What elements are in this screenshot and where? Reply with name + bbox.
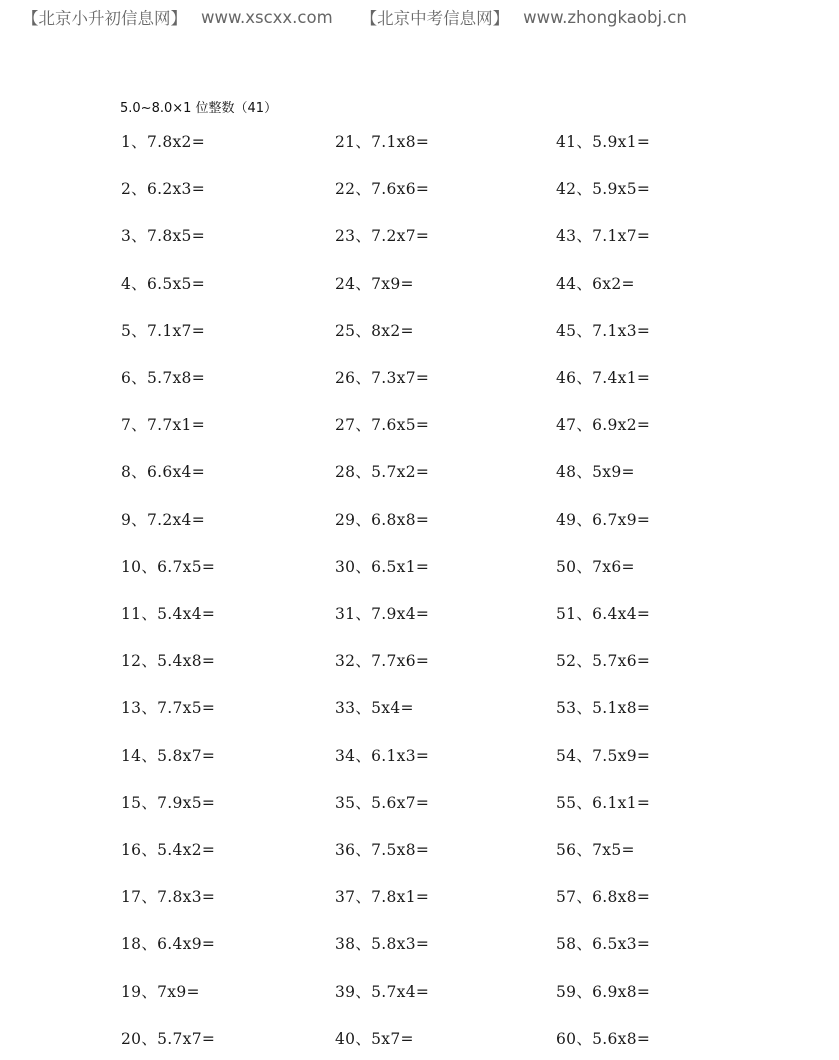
problem-item: 60、5.6x8= — [556, 1030, 651, 1048]
problem-item: 41、5.9x1= — [556, 133, 651, 151]
problem-item: 35、5.6x7= — [335, 794, 430, 812]
problem-item: 14、5.8x7= — [121, 747, 216, 765]
problem-item: 43、7.1x7= — [556, 227, 651, 245]
problem-item: 11、5.4x4= — [121, 605, 216, 623]
problem-item: 39、5.7x4= — [335, 983, 430, 1001]
problem-item: 4、6.5x5= — [121, 275, 206, 293]
problem-item: 15、7.9x5= — [121, 794, 216, 812]
problem-item: 46、7.4x1= — [556, 369, 651, 387]
problem-item: 45、7.1x3= — [556, 322, 651, 340]
problem-item: 25、8x2= — [335, 322, 414, 340]
header-url-high-school[interactable]: www.zhongkaobj.cn — [523, 7, 687, 27]
problem-item: 37、7.8x1= — [335, 888, 430, 906]
problem-item: 32、7.7x6= — [335, 652, 430, 670]
header-url-primary-school[interactable]: www.xscxx.com — [201, 7, 333, 27]
problem-item: 19、7x9= — [121, 983, 200, 1001]
problem-item: 57、6.8x8= — [556, 888, 651, 906]
problem-item: 26、7.3x7= — [335, 369, 430, 387]
problem-item: 53、5.1x8= — [556, 699, 651, 717]
problem-item: 50、7x6= — [556, 558, 635, 576]
problem-item: 24、7x9= — [335, 275, 414, 293]
problem-item: 9、7.2x4= — [121, 511, 206, 529]
problem-item: 56、7x5= — [556, 841, 635, 859]
problem-item: 28、5.7x2= — [335, 463, 430, 481]
problem-item: 52、5.7x6= — [556, 652, 651, 670]
problem-item: 47、6.9x2= — [556, 416, 651, 434]
problem-item: 1、7.8x2= — [121, 133, 206, 151]
problem-item: 3、7.8x5= — [121, 227, 206, 245]
problem-item: 13、7.7x5= — [121, 699, 216, 717]
problem-item: 44、6x2= — [556, 275, 635, 293]
problem-item: 12、5.4x8= — [121, 652, 216, 670]
problem-item: 6、5.7x8= — [121, 369, 206, 387]
problem-item: 42、5.9x5= — [556, 180, 651, 198]
problem-item: 22、7.6x6= — [335, 180, 430, 198]
problem-item: 31、7.9x4= — [335, 605, 430, 623]
problem-item: 49、6.7x9= — [556, 511, 651, 529]
problem-item: 21、7.1x8= — [335, 133, 430, 151]
problem-item: 40、5x7= — [335, 1030, 414, 1048]
problem-item: 51、6.4x4= — [556, 605, 651, 623]
problem-item: 36、7.5x8= — [335, 841, 430, 859]
header-brand-primary-school: 【北京小升初信息网】 — [22, 9, 187, 28]
problem-item: 54、7.5x9= — [556, 747, 651, 765]
problem-item: 33、5x4= — [335, 699, 414, 717]
problem-item: 7、7.7x1= — [121, 416, 206, 434]
problem-item: 30、6.5x1= — [335, 558, 430, 576]
problem-item: 17、7.8x3= — [121, 888, 216, 906]
problem-item: 55、6.1x1= — [556, 794, 651, 812]
problem-item: 23、7.2x7= — [335, 227, 430, 245]
problem-item: 48、5x9= — [556, 463, 635, 481]
problem-item: 10、6.7x5= — [121, 558, 216, 576]
worksheet-title: 5.0~8.0×1 位整数（41） — [120, 101, 278, 116]
problem-item: 58、6.5x3= — [556, 935, 651, 953]
problem-item: 38、5.8x3= — [335, 935, 430, 953]
problem-item: 2、6.2x3= — [121, 180, 206, 198]
problem-item: 59、6.9x8= — [556, 983, 651, 1001]
problem-item: 8、6.6x4= — [121, 463, 206, 481]
problem-item: 29、6.8x8= — [335, 511, 430, 529]
problem-item: 27、7.6x5= — [335, 416, 430, 434]
problem-item: 5、7.1x7= — [121, 322, 206, 340]
problem-item: 16、5.4x2= — [121, 841, 216, 859]
problem-item: 34、6.1x3= — [335, 747, 430, 765]
header-brand-high-school: 【北京中考信息网】 — [360, 9, 510, 28]
problem-item: 20、5.7x7= — [121, 1030, 216, 1048]
problem-item: 18、6.4x9= — [121, 935, 216, 953]
